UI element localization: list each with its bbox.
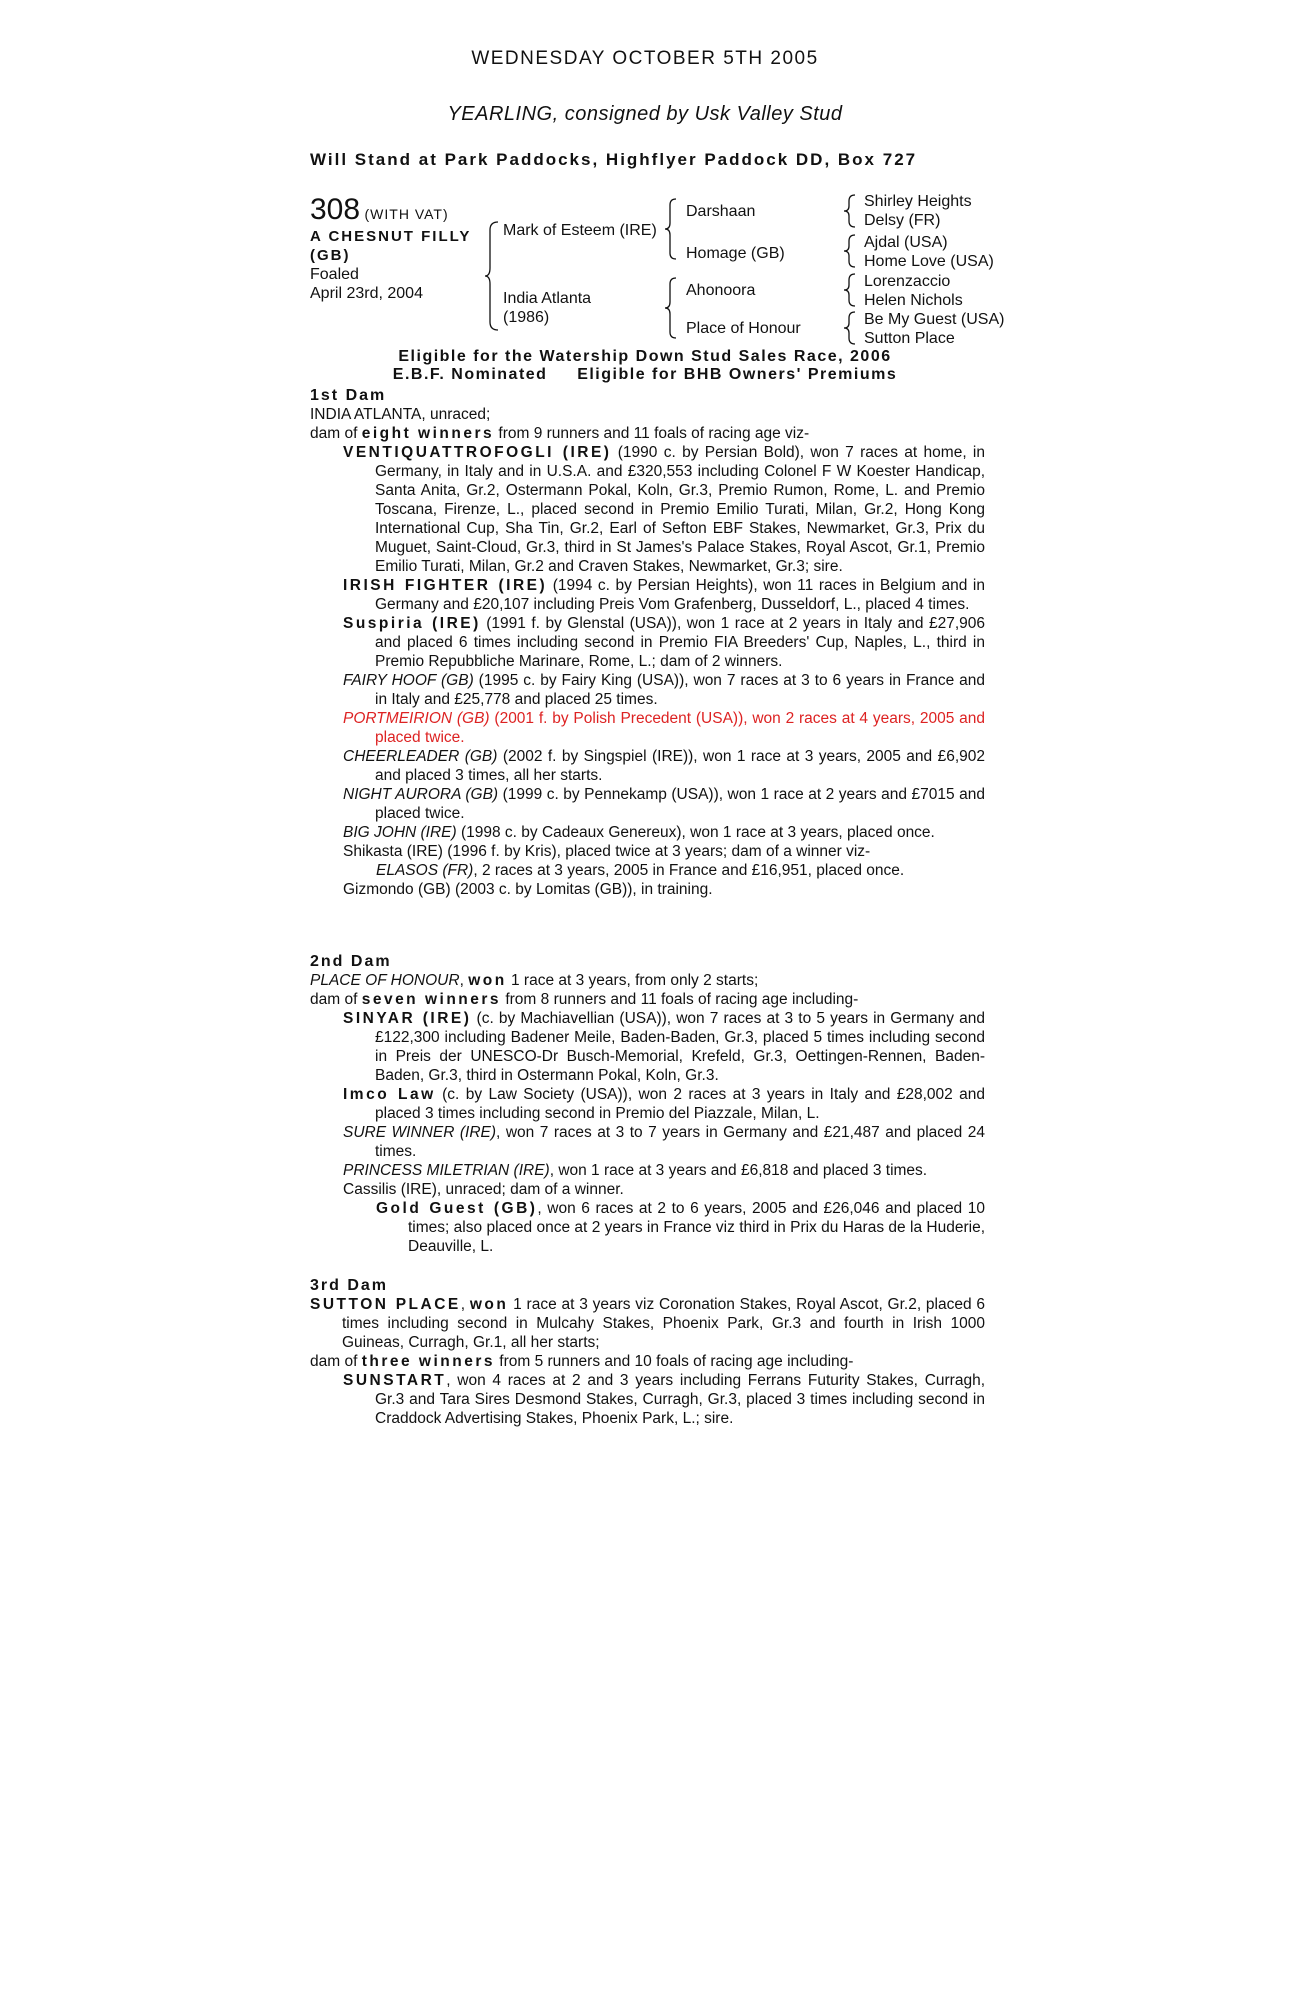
won-word: won	[468, 972, 507, 989]
consignment-line: YEARLING, consigned by Usk Valley Stud	[447, 103, 843, 125]
pedigree-sire-sire: Darshaan	[686, 203, 756, 220]
progeny-record: , won 1 race at 3 years and £6,818 and placed 3 times.	[549, 1162, 928, 1179]
progeny-name: PRINCESS MILETRIAN (IRE)	[343, 1162, 550, 1179]
third-dam-section	[310, 1276, 985, 1428]
progeny-name: VENTIQUATTROFOGLI (IRE)	[343, 444, 612, 461]
first-dam-heading: 1st Dam	[310, 387, 387, 404]
pedigree-sdd: Home Love (USA)	[864, 253, 994, 270]
progeny-name: SINYAR (IRE)	[343, 1010, 472, 1027]
progeny-entry: Cassilis (IRE), unraced; dam of a winner.	[343, 1181, 624, 1198]
winners-count: seven winners	[361, 991, 502, 1008]
foaled-label: Foaled	[310, 266, 359, 283]
third-dam-heading: 3rd Dam	[310, 1277, 389, 1294]
dam-of-suffix: from 5 runners and 10 foals of racing age including-	[494, 1353, 854, 1370]
lot-vat: (WITH VAT)	[364, 206, 449, 222]
progeny-entry-highlighted	[343, 709, 985, 747]
name-separator: ,	[460, 1296, 470, 1313]
progeny-record: (2002 f. by Singspiel (IRE)), won 1 race at 3 years, 2005 and £6,902 and placed 3 times, all her starts.	[375, 748, 985, 784]
progeny-entry	[343, 1085, 985, 1123]
eligibility-line-1: Eligible for the Watership Down Stud Sales Race, 2006	[398, 348, 892, 365]
eligibility-line-2	[0, 366, 1290, 384]
grand-progeny-record: , won 6 races at 2 to 6 years, 2005 and £26,046 and placed 10 times; also placed once at 2 years in France viz third in Prix du Haras de la Huderie, Deauville, L.	[408, 1200, 985, 1255]
pedigree-sss: Shirley Heights	[864, 193, 972, 210]
second-dam-section	[310, 952, 985, 1256]
progeny-entry	[343, 671, 985, 709]
progeny-entry: Gizmondo (GB) (2003 c. by Lomitas (GB)), in training.	[343, 881, 713, 898]
progeny-name: CHEERLEADER (GB)	[343, 748, 498, 765]
pedigree-dsd: Helen Nichols	[864, 292, 963, 309]
pedigree-dds: Be My Guest (USA)	[864, 311, 1005, 328]
pedigree-ddd: Sutton Place	[864, 330, 955, 347]
progeny-name: SUNSTART	[343, 1372, 447, 1389]
foaled-date: April 23rd, 2004	[310, 285, 423, 302]
lot-description-country: (GB)	[310, 247, 351, 264]
progeny-name: FAIRY HOOF (GB)	[343, 672, 474, 689]
progeny-entry: Shikasta (IRE) (1996 f. by Kris), placed twice at 3 years; dam of a winner viz-	[343, 843, 871, 860]
won-word: won	[469, 1296, 509, 1313]
pedigree-brace-ds	[843, 272, 857, 308]
pedigree-brace-ss	[843, 193, 857, 229]
second-dam-name-line	[310, 971, 985, 990]
dam-of-prefix: dam of	[310, 1353, 362, 1370]
progeny-entry	[343, 443, 985, 576]
lot-block	[310, 193, 490, 303]
pedigree-dam-year: (1986)	[503, 309, 550, 326]
progeny-name: Imco Law	[343, 1086, 436, 1103]
pedigree-sire: Mark of Esteem (IRE)	[503, 222, 657, 239]
pedigree-brace-dd	[843, 310, 857, 346]
third-dam-name-line	[310, 1295, 985, 1352]
first-dam-section	[310, 386, 985, 899]
grand-progeny-name: Gold Guest (GB)	[376, 1200, 538, 1217]
grand-progeny-entry	[376, 861, 985, 880]
winners-count: three winners	[361, 1353, 495, 1370]
progeny-name: BIG JOHN (IRE)	[343, 824, 457, 841]
progeny-record: (1999 c. by Pennekamp (USA)), won 1 race at 2 years and £7015 and placed twice.	[375, 786, 985, 822]
progeny-record: (1990 c. by Persian Bold), won 7 races at home, in Germany, in Italy and in U.S.A. and £320,553 including Colonel F W Koester Handicap, Santa Anita, Gr.2, Ostermann Pokal, Koln, Gr.3, Premio Rumon, Rome, L. and Premio Toscana, Firenze, L., placed second in Premio Emilio Turati, Milan, Gr.2, Hong Kong International Cup, Sha Tin, Gr.2, Earl of Sefton EBF Stakes, Newmarket, Gr.3, Prix du Muguet, Saint-Cloud, Gr.3, third in St James's Palace Stakes, Royal Ascot, Gr.1, Premio Emilio Turati, Milan, Gr.2 and Craven Stakes, Newmarket, Gr.3; sire.	[375, 444, 985, 575]
pedigree-sire-dam: Homage (GB)	[686, 245, 785, 262]
pedigree-sds: Ajdal (USA)	[864, 234, 948, 251]
first-dam-summary	[310, 424, 985, 443]
progeny-name: NIGHT AURORA (GB)	[343, 786, 499, 803]
progeny-entry	[343, 1161, 985, 1180]
dam-of-suffix: from 8 runners and 11 foals of racing age including-	[501, 991, 859, 1008]
third-dam-record: 1 race at 3 years viz Coronation Stakes, Royal Ascot, Gr.2, placed 6 times including second in Mulcahy Stakes, Phoenix Park, Gr.3 and fourth in Irish 1000 Guineas, Curragh, Gr.1, all her starts;	[342, 1296, 985, 1351]
progeny-record: (c. by Law Society (USA)), won 2 races at 3 years in Italy and £28,002 and placed 3 times including second in Premio del Piazzale, Milan, L.	[375, 1086, 985, 1122]
first-dam-name: INDIA ATLANTA, unraced;	[310, 406, 491, 423]
lot-number: 308	[310, 193, 361, 226]
progeny-record: (1994 c. by Persian Heights), won 11 races in Belgium and in Germany and £20,107 including Preis Vom Grafenberg, Dusseldorf, L., placed 4 times.	[375, 577, 985, 613]
pedigree-brace-main	[484, 220, 500, 332]
dam-of-prefix: dam of	[310, 991, 362, 1008]
progeny-entry	[343, 747, 985, 785]
progeny-entry	[343, 576, 985, 614]
pedigree-ssd: Delsy (FR)	[864, 212, 941, 229]
progeny-name: IRISH FIGHTER (IRE)	[343, 577, 548, 594]
progeny-name: PORTMEIRION (GB)	[343, 710, 490, 727]
pedigree-dam-sire: Ahonoora	[686, 282, 756, 299]
second-dam-name: PLACE OF HONOUR	[310, 972, 460, 989]
sale-date: WEDNESDAY OCTOBER 5TH 2005	[471, 48, 819, 69]
pedigree-dss: Lorenzaccio	[864, 273, 951, 290]
second-dam-heading: 2nd Dam	[310, 953, 392, 970]
grand-progeny-entry	[376, 1199, 985, 1256]
progeny-entry	[343, 785, 985, 823]
pedigree-brace-sire	[664, 197, 678, 261]
progeny-entry	[343, 614, 985, 671]
progeny-record: (1991 f. by Glenstal (USA)), won 1 race at 2 years in Italy and £27,906 and placed 6 times including second in Premio FIA Breeders' Cup, Naples, L., third in Premio Repubbliche Marinare, Rome, L.; dam of 2 winners.	[375, 615, 985, 670]
dam-of-prefix: dam of	[310, 425, 362, 442]
pedigree-dam: India Atlanta	[503, 290, 592, 307]
grand-progeny-name: ELASOS (FR)	[376, 862, 474, 879]
stand-location: Will Stand at Park Paddocks, Highflyer Paddock DD, Box 727	[310, 150, 918, 169]
progeny-record: , won 7 races at 3 to 7 years in Germany and £21,487 and placed 24 times.	[375, 1124, 985, 1160]
pedigree-dam-dam: Place of Honour	[686, 320, 801, 337]
ebf-nominated: E.B.F. Nominated	[392, 366, 548, 383]
progeny-name: SURE WINNER (IRE)	[343, 1124, 497, 1141]
third-dam-name: SUTTON PLACE	[310, 1296, 461, 1313]
progeny-name: Suspiria (IRE)	[343, 615, 481, 632]
progeny-entry	[343, 1371, 985, 1428]
progeny-record: , won 4 races at 2 and 3 years including Ferrans Futurity Stakes, Curragh, Gr.3 and Tara Sires Desmond Stakes, Curragh, Gr.3, placed 3 times including second in Craddock Advertising Stakes, Phoenix Park, L.; sire.	[375, 1372, 985, 1427]
progeny-record: (c. by Machiavellian (USA)), won 7 races at 3 to 5 years in Germany and £122,300 including Badener Meile, Baden-Baden, Gr.3, placed 5 times including second in Preis der UNESCO-Dr Busch-Memorial, Krefeld, Gr.3, Oettingen-Rennen, Baden-Baden, Gr.3, third in Ostermann Pokal, Koln, Gr.3.	[375, 1010, 986, 1084]
pedigree-brace-sd	[843, 233, 857, 269]
progeny-record: (1998 c. by Cadeaux Genereux), won 1 race at 3 years, placed once.	[456, 824, 935, 841]
third-dam-summary	[310, 1352, 985, 1371]
progeny-record: (2001 f. by Polish Precedent (USA)), won 2 races at 4 years, 2005 and placed twice.	[375, 710, 986, 746]
progeny-record: (1995 c. by Fairy King (USA)), won 7 races at 3 to 6 years in France and in Italy and £25,778 and placed 25 times.	[375, 672, 985, 708]
lot-description: A CHESNUT FILLY	[310, 228, 472, 245]
grand-progeny-record: , 2 races at 3 years, 2005 in France and £16,951, placed once.	[473, 862, 905, 879]
name-separator: ,	[459, 972, 469, 989]
dam-of-suffix: from 9 runners and 11 foals of racing age viz-	[494, 425, 810, 442]
second-dam-summary	[310, 990, 985, 1009]
progeny-entry	[343, 1123, 985, 1161]
progeny-entry	[343, 823, 985, 842]
second-dam-record: 1 race at 3 years, from only 2 starts;	[506, 972, 759, 989]
pedigree-brace-dam	[664, 276, 678, 340]
winners-count: eight winners	[361, 425, 495, 442]
bhb-premiums: Eligible for BHB Owners' Premiums	[577, 366, 898, 383]
progeny-entry	[343, 1009, 985, 1085]
